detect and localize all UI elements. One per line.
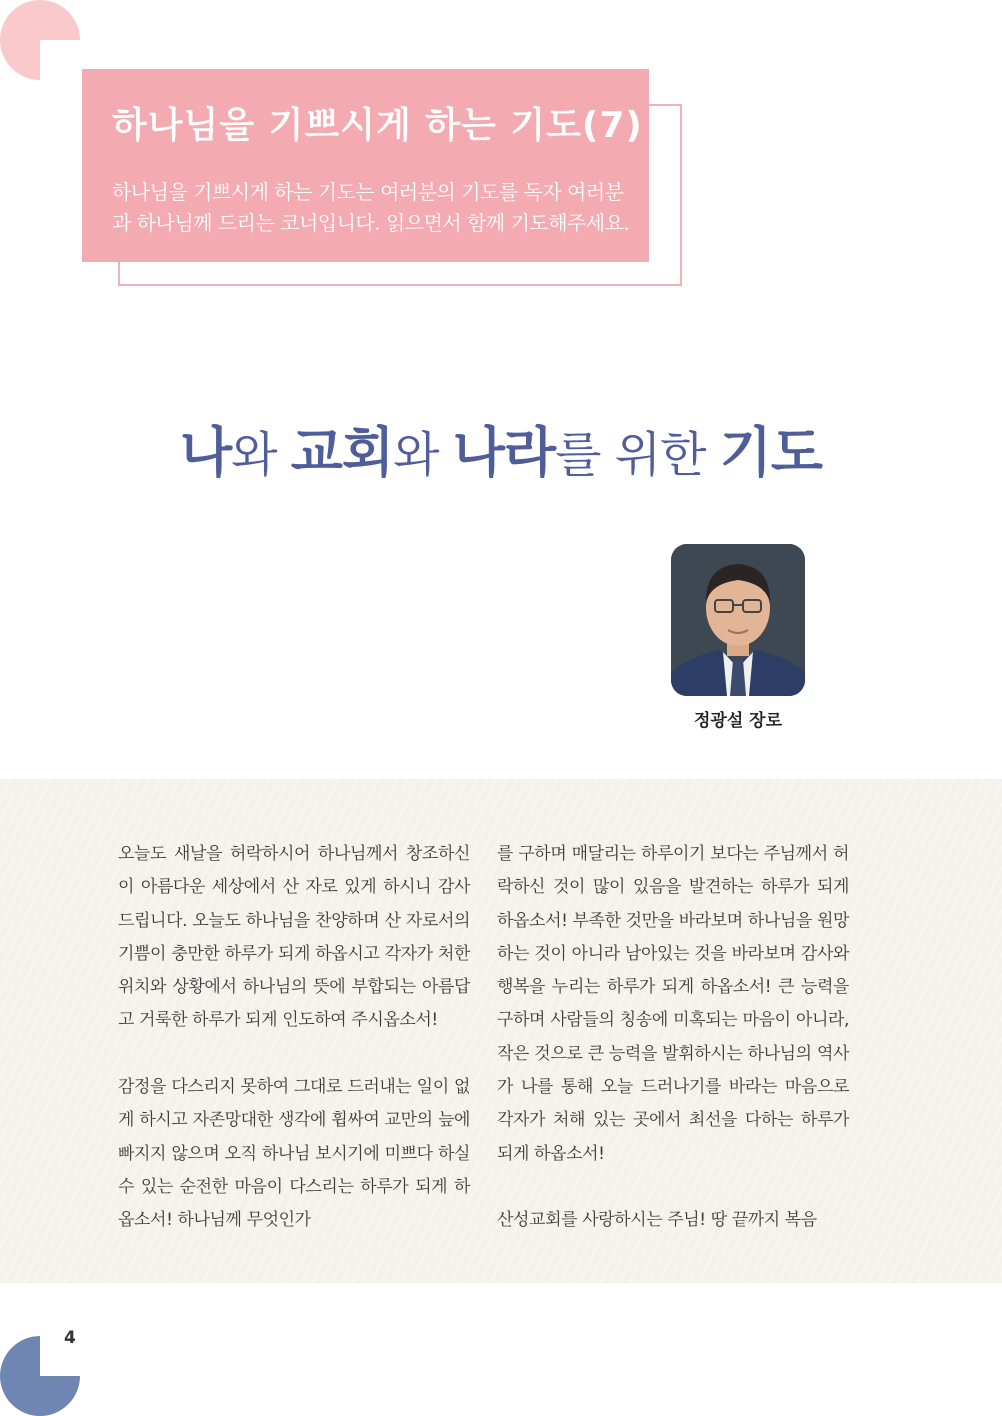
title-part: 교회 [290,420,394,484]
paragraph: 감정을 다스리지 못하여 그대로 드러내는 일이 없게 하시고 자존망대한 생각에 휩싸여 교만의 늪에 빠지지 않으며 오직 하나님 보시기에 미쁘다 하실 수 있는 순전한 마음이 다스리는 하루가 되게 하옵소서! 하나님께 무엇인가 [118,1077,470,1231]
title-part: 기도 [719,420,823,484]
series-description: 하나님을 기쁘시게 하는 기도는 여러분의 기도를 독자 여러분과 하나님께 드리는 코너입니다. 읽으면서 함께 기도해주세요. [112,180,630,235]
paragraph: 를 구하며 매달리는 하루이기 보다는 주님께서 허락하신 것이 많이 있음을 발견하는 하루가 되게 하옵소서! 부족한 것만을 바라보며 하나님을 원망하는 것이 아니라 남아있는 것을 바라보며 감사와 행복을 누리는 하루가 되게 하옵소서! 큰 능력을 구하며 사람들의 칭송에 미혹되는 마음이 아니라, 작은 것으로 큰 능력을 발휘하시는 하나님의 역사가 나를 통해 오늘 드러나기를 바라는 마음으로 각자가 처해 있는 곳에서 최선을 다하는 하루가 되게 하옵소서! [497,844,849,1164]
author-name: 정광설 장로 [693,711,783,731]
corner-decoration-top [0,0,80,80]
author-photo [671,544,805,696]
title-part: 와 [393,427,453,483]
text-column-left [118,838,470,1238]
paragraph: 오늘도 새날을 허락하시어 하나님께서 창조하신 이 아름다운 세상에서 산 자로 있게 하시니 감사드립니다. 오늘도 하나님을 찬양하며 산 자로서의 기쁨이 충만한 하루가 되게 하옵시고 각자가 처한 위치와 상황에서 하나님의 뜻에 부합되는 아름답고 거룩한 하루가 되게 인도하여 주시옵소서! [118,844,470,1031]
text-column-right [497,838,849,1238]
page-number: 4 [64,1328,76,1348]
corner-decoration-bottom [0,1336,80,1416]
paragraph: 산성교회를 사랑하시는 주님! 땅 끝까지 복음 [497,1210,817,1231]
article-title [0,410,1002,487]
series-header [82,69,649,262]
title-part: 를 위한 [555,427,720,483]
title-part: 와 [231,427,291,483]
title-part: 나 [179,420,232,484]
title-part: 나라 [452,420,556,484]
author-portrait-illustration [671,544,805,696]
series-title: 하나님을 기쁘시게 하는 기도(7) [112,105,643,146]
